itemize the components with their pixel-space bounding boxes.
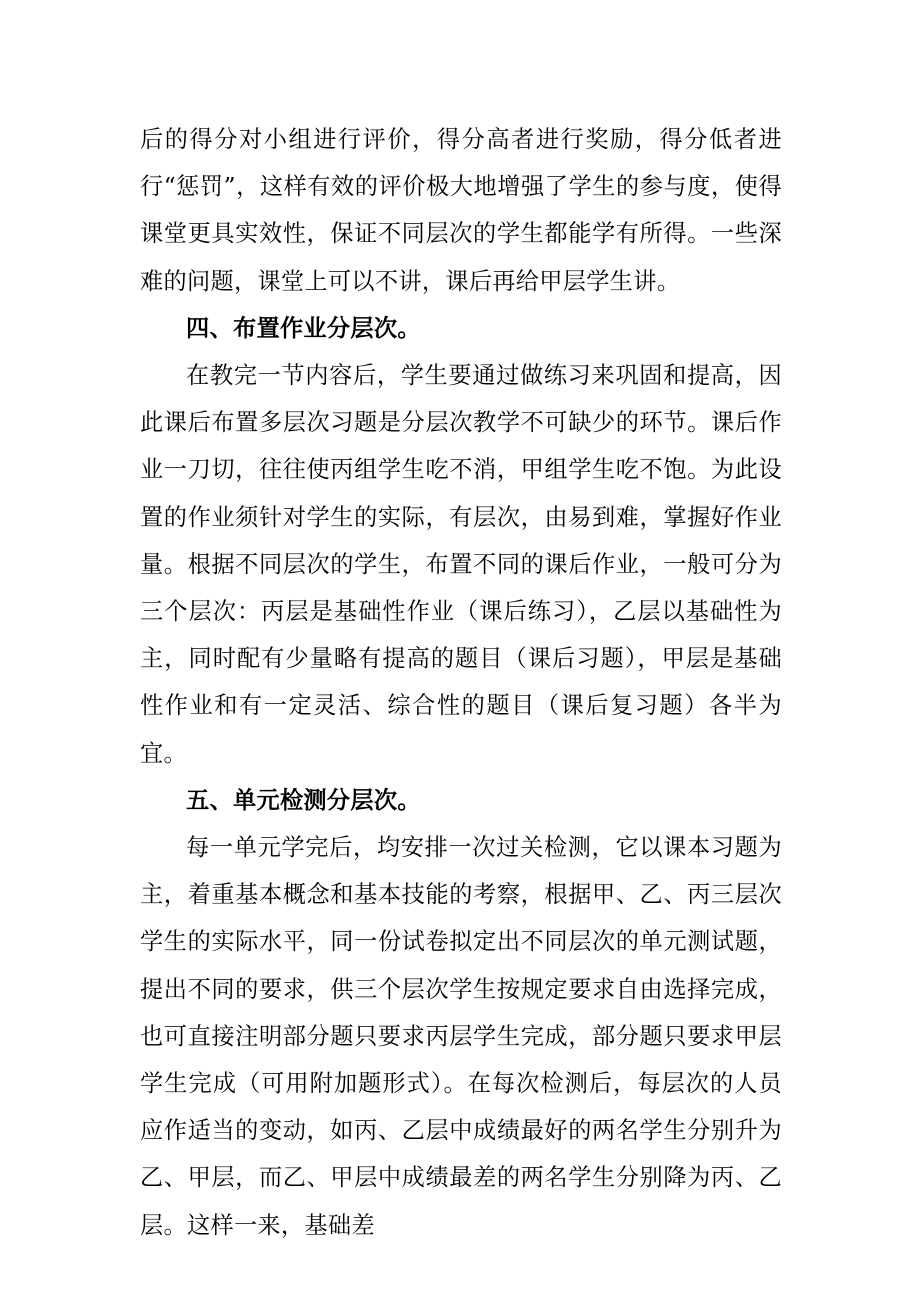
section-heading-4: 四、布置作业分层次。 — [186, 314, 421, 342]
document-body — [140, 116, 782, 1249]
paragraph-unit-test: 每一单元学完后，均安排一次过关检测，它以课本习题为主，着重基本概念和基本技能的考察，根据甲、乙、丙三层次学生的实际水平，同一份试卷拟定出不同层次的单元测试题，提出不同的要求，供三个层次学生按规定要求自由选择完成，也可直接注明部分题只要求丙层学生完成，部分题只要求甲层学生完成（可用附加题形式）。在每次检测后，每层次的人员应作适当的变动，如丙、乙层中成绩最好的两名学生分别升为乙、甲层，而乙、甲层中成绩最差的两名学生分别降为丙、乙层。这样一来，基础差 — [140, 834, 782, 1239]
paragraph-continued: 后的得分对小组进行评价，得分高者进行奖励，得分低者进行“惩罚”，这样有效的评价极大地增强了学生的参与度，使得课堂更具实效性，保证不同层次的学生都能学有所得。一些深难的问题，课堂上可以不讲，课后再给甲层学生讲。 — [140, 126, 782, 295]
paragraph-homework: 在教完一节内容后，学生要通过做练习来巩固和提高，因此课后布置多层次习题是分层次教学不可缺少的环节。课后作业一刀切，往往使丙组学生吃不消，甲组学生吃不饱。为此设置的作业须针对学生的实际，有层次，由易到难，掌握好作业量。根据不同层次的学生，布置不同的课后作业，一般可分为三个层次：丙层是基础性作业（课后练习），乙层以基础性为主，同时配有少量略有提高的题目（课后习题），甲层是基础性作业和有一定灵活、综合性的题目（课后复习题）各半为宜。 — [140, 362, 782, 767]
section-heading-5: 五、单元检测分层次。 — [186, 786, 421, 814]
